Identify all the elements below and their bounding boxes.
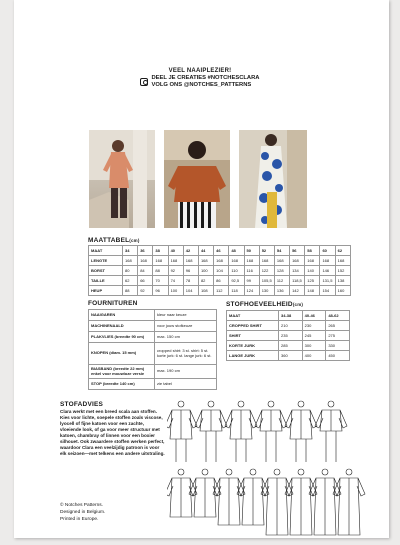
table-cell: 360 <box>279 351 303 361</box>
table-cell: 152 <box>335 266 350 276</box>
garment-drawing <box>285 469 317 535</box>
table-row <box>89 310 217 321</box>
row-label: LANGE JURK <box>227 351 279 361</box>
table-cell: 330 <box>326 341 350 351</box>
table-cell: 138 <box>335 276 350 286</box>
table-cell: 168 <box>290 256 305 266</box>
table-cell: 80 <box>123 266 138 276</box>
table-cell: 124 <box>244 286 259 296</box>
row-label: BIASBAND (breedte 22 mm) enkel voor mouwloze versie <box>89 365 155 379</box>
table-cell: max. 150 cm <box>155 332 217 343</box>
garment-drawing <box>167 401 197 462</box>
table-cell: kleur naar keuze <box>155 310 217 321</box>
row-label: KORTE JURK <box>227 341 279 351</box>
copyright-block: © Notches Patterns. Designed in Belgium. Printed in Europe. <box>60 503 106 522</box>
garment-drawing <box>167 469 197 517</box>
table-cell: 168 <box>274 256 289 266</box>
table-cell: 50 <box>244 246 259 256</box>
garment-drawing <box>315 401 347 462</box>
table-cell: 96 <box>183 266 198 276</box>
fabric-advice-text: Clara werkt met een breed scala aan stoffen. Kies voor lichte, soepele stoffen zoals viscose, lyocell of fijne katoen voor een zachte, vloeiende look, of ga voor meer structuur met katoen, chambray of linnen voor een boxier silhouet. Ook zwaardere stoffen werken perfect, waardoor Clara een veelzijdig patroon is voor elk seizoen—met telkens een andere uitstraling. <box>60 409 165 456</box>
table-cell: 34 <box>123 246 138 256</box>
table-cell: 168 <box>168 256 183 266</box>
table-cell: 168 <box>229 256 244 266</box>
table-cell: 78 <box>183 276 198 286</box>
table-cell: 62 <box>335 246 350 256</box>
table-row <box>89 332 217 343</box>
fabric-table-title: STOFHOEVEELHEID(cm) <box>226 301 304 308</box>
table-cell: 300 <box>302 341 326 351</box>
table-cell: 168 <box>335 256 350 266</box>
table-cell: 40-46 <box>302 311 326 321</box>
table-cell: 92 <box>138 286 153 296</box>
table-cell: 265 <box>326 321 350 331</box>
table-cell: 42 <box>183 246 198 256</box>
garment-drawing <box>213 469 245 525</box>
table-cell: 168 <box>320 256 335 266</box>
garment-drawing <box>309 469 341 535</box>
photo-long-dress <box>239 130 307 228</box>
table-cell: 168 <box>138 256 153 266</box>
garment-drawing <box>189 469 221 517</box>
promo-headline: VEEL NAAIPLEZIER! <box>168 68 232 74</box>
table-cell: voor jouw stofkeuze <box>155 321 217 332</box>
table-cell: 60 <box>320 246 335 256</box>
table-cell: 116 <box>244 266 259 276</box>
table-cell: 58 <box>305 246 320 256</box>
table-cell: 70 <box>153 276 168 286</box>
fabric-advice-title: STOFADVIES <box>60 401 104 408</box>
row-label: CROPPED SHIRT <box>227 321 279 331</box>
photo-cropped-shirt <box>164 130 230 228</box>
table-cell: 74 <box>168 276 183 286</box>
table-cell: 108 <box>198 286 213 296</box>
garment-drawing <box>237 469 269 525</box>
table-cell: 142 <box>290 286 305 296</box>
row-label: TAILLE <box>89 276 123 286</box>
table-cell: 168 <box>214 256 229 266</box>
table-row <box>89 266 351 276</box>
technical-drawings <box>167 398 367 536</box>
table-cell: 48 <box>229 246 244 256</box>
row-label: KNOPEN (diam. 15 mm) <box>89 343 155 365</box>
table-cell: 146 <box>320 266 335 276</box>
table-cell: 136 <box>274 286 289 296</box>
table-cell: 148 <box>305 286 320 296</box>
table-cell: 450 <box>326 351 350 361</box>
table-cell: 131,5 <box>320 276 335 286</box>
table-cell: 168 <box>123 256 138 266</box>
table-cell: 130 <box>259 286 274 296</box>
table-cell: 52 <box>259 246 274 256</box>
table-cell: 105,5 <box>259 276 274 286</box>
table-row <box>89 379 217 390</box>
notions-title: FOURNITUREN <box>88 300 138 307</box>
garment-drawing <box>195 401 227 462</box>
row-label: MAAT <box>227 311 279 321</box>
garment-drawing <box>333 469 365 535</box>
garment-drawing <box>225 401 257 462</box>
table-row <box>89 276 351 286</box>
row-label: PLAKVLIES (breedte 90 cm) <box>89 332 155 343</box>
table-cell: 140 <box>305 266 320 276</box>
row-label: HEUP <box>89 286 123 296</box>
table-cell: 122 <box>259 266 274 276</box>
table-cell: 92,5 <box>229 276 244 286</box>
table-cell: 235 <box>279 331 303 341</box>
table-cell: 54 <box>274 246 289 256</box>
table-cell: 66 <box>138 276 153 286</box>
notions-table <box>88 309 217 390</box>
table-cell: 168 <box>153 256 168 266</box>
table-cell: 82 <box>198 276 213 286</box>
table-cell: 38 <box>153 246 168 256</box>
table-cell: 230 <box>302 321 326 331</box>
table-cell: 245 <box>302 331 326 341</box>
row-label: SHIRT <box>227 331 279 341</box>
table-cell: 285 <box>279 341 303 351</box>
table-cell: 110 <box>229 266 244 276</box>
row-label: BORST <box>89 266 123 276</box>
table-cell: 100 <box>198 266 213 276</box>
garment-drawing <box>285 401 317 462</box>
row-label: MACHINENAALD <box>89 321 155 332</box>
garment-drawing <box>261 469 293 535</box>
row-label: LENGTE <box>89 256 123 266</box>
instagram-icon <box>140 78 148 86</box>
table-cell: 92 <box>168 266 183 276</box>
size-table-title: MAATTABEL(cm) <box>88 237 140 244</box>
table-row <box>227 331 350 341</box>
table-cell: 118 <box>229 286 244 296</box>
table-cell: 104 <box>183 286 198 296</box>
table-cell: 40 <box>168 246 183 256</box>
garment-drawing <box>255 401 287 462</box>
table-cell: 44 <box>198 246 213 256</box>
table-cell: max. 190 cm <box>155 365 217 379</box>
table-cell: 88 <box>153 266 168 276</box>
size-table <box>88 245 351 296</box>
table-row <box>227 351 350 361</box>
fabric-table <box>226 310 350 361</box>
table-cell: 112 <box>274 276 289 286</box>
table-cell: 160 <box>335 286 350 296</box>
table-cell: 168 <box>183 256 198 266</box>
table-row <box>227 311 350 321</box>
table-row <box>89 286 351 296</box>
table-cell: 400 <box>302 351 326 361</box>
table-cell: 134 <box>290 266 305 276</box>
table-cell: 168 <box>198 256 213 266</box>
table-cell: 99 <box>244 276 259 286</box>
table-cell: 100 <box>168 286 183 296</box>
table-cell: 275 <box>326 331 350 341</box>
promo-hashtag: DEEL JE CREATIES #NOTCHESCLARA <box>151 75 260 81</box>
table-cell: 154 <box>320 286 335 296</box>
table-cell: 210 <box>279 321 303 331</box>
table-cell: 104 <box>214 266 229 276</box>
table-row <box>227 341 350 351</box>
table-cell: 36 <box>138 246 153 256</box>
table-row <box>227 321 350 331</box>
table-row <box>89 343 217 365</box>
row-label: NAAIGAREN <box>89 310 155 321</box>
table-row <box>89 256 351 266</box>
table-row <box>89 321 217 332</box>
table-cell: 86 <box>214 276 229 286</box>
table-cell: 168 <box>244 256 259 266</box>
table-cell: zie tabel <box>155 379 217 390</box>
table-cell: 48-62 <box>326 311 350 321</box>
table-cell: 88 <box>123 286 138 296</box>
table-cell: 46 <box>214 246 229 256</box>
table-cell: cropped shirt: 3 st. shirt: 5 st. korte jurk: 6 st. lange jurk: 6 st. <box>155 343 217 365</box>
row-label: STOP (breedte 140 cm) <box>89 379 155 390</box>
table-cell: 62 <box>123 276 138 286</box>
table-row <box>89 365 217 379</box>
table-cell: 125 <box>305 276 320 286</box>
table-cell: 84 <box>138 266 153 276</box>
table-row <box>89 246 351 256</box>
table-cell: 112 <box>214 286 229 296</box>
table-cell: 96 <box>153 286 168 296</box>
table-cell: 34-38 <box>279 311 303 321</box>
table-cell: 118,5 <box>290 276 305 286</box>
table-cell: 168 <box>259 256 274 266</box>
table-cell: 128 <box>274 266 289 276</box>
table-cell: 168 <box>305 256 320 266</box>
promo-handle: VOLG ONS @NOTCHES_PATTERNS <box>151 82 252 88</box>
promo-block <box>120 68 280 89</box>
photo-oversized-shirt <box>89 130 155 228</box>
table-cell: 56 <box>290 246 305 256</box>
row-label: MAAT <box>89 246 123 256</box>
